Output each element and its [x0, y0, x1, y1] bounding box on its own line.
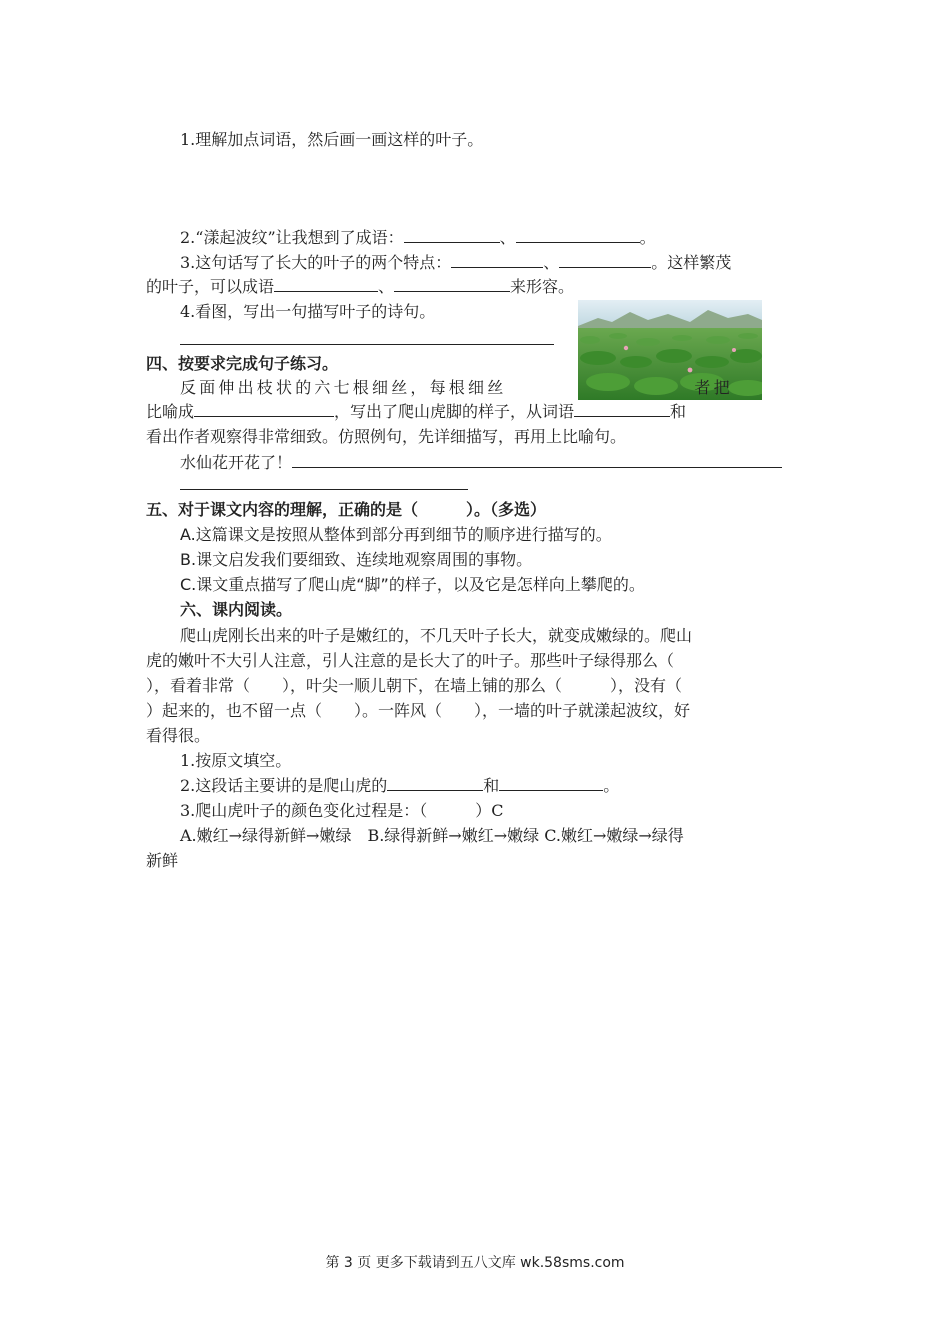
section-4-line-1 — [180, 376, 840, 400]
separator: 、 — [378, 277, 395, 296]
question-text: 和 — [483, 776, 500, 795]
question-2-text: 2.“漾起波纹”让我想到了成语： — [180, 228, 404, 247]
reading-line-4: ）起来的，也不留一点（ ）。一阵风（ ），一墙的叶子就漾起波纹，好 — [146, 701, 691, 720]
answer-blank[interactable] — [292, 451, 782, 468]
reading-question-1: 1.按原文填空。 — [180, 751, 292, 770]
reading-line-5: 看得很。 — [146, 726, 211, 745]
answer-blank[interactable] — [574, 400, 670, 417]
question-1: 1.理解加点词语，然后画一画这样的叶子。 — [180, 130, 484, 149]
reading-options: A.嫩红→绿得新鲜→嫩绿 B.绿得新鲜→嫩红→嫩绿 C.嫩红→嫩绿→绿得 — [180, 826, 684, 845]
question-3-text-tail: 。这样繁茂 — [651, 253, 732, 272]
reading-line-2: 虎的嫩叶不大引人注意，引人注意的是长大了的叶子。那些叶子绿得那么（ — [146, 651, 675, 670]
answer-blank[interactable] — [559, 251, 651, 268]
page-footer: 第 3 页 更多下载请到五八文库 wk.58sms.com — [325, 1255, 625, 1271]
answer-blank[interactable] — [274, 275, 378, 292]
question-text: 2.这段话主要讲的是爬山虎的 — [180, 776, 388, 795]
answer-line[interactable] — [180, 344, 554, 345]
sentence-text: 反面伸出枝状的六七根细丝，每根细丝 — [180, 378, 507, 397]
reading-line-3: ），看着非常（ ），叶尖一顺儿朝下，在墙上铺的那么（ ），没有（ — [146, 676, 683, 695]
option-c: C.课文重点描写了爬山虎“脚”的样子，以及它是怎样向上攀爬的。 — [180, 575, 645, 594]
answer-blank[interactable] — [404, 226, 500, 243]
answer-blank[interactable] — [394, 275, 510, 292]
question-4: 4.看图，写出一句描写叶子的诗句。 — [180, 302, 436, 321]
answer-blank[interactable] — [451, 251, 543, 268]
section-4-heading: 四、按要求完成句子练习。 — [146, 354, 339, 373]
section-5-heading: 五、对于课文内容的理解，正确的是（ ）。（多选） — [146, 500, 547, 519]
question-2 — [180, 226, 840, 250]
section-4-line-2 — [146, 400, 806, 424]
period: 。 — [639, 228, 656, 247]
section-6-heading: 六、课内阅读。 — [180, 600, 293, 619]
answer-blank[interactable] — [499, 774, 603, 791]
reading-question-2 — [180, 774, 840, 798]
sentence-text: ，写出了爬山虎脚的样子，从词语 — [334, 402, 575, 421]
reading-line-1: 爬山虎刚长出来的叶子是嫩红的，不几天叶子长大，就变成嫩绿的。爬山 — [180, 626, 693, 645]
separator: 、 — [499, 228, 516, 247]
question-3-line-2 — [146, 275, 806, 299]
sentence-text: 比喻成 — [146, 402, 195, 421]
question-3-text: 3.这句话写了长大的叶子的两个特点： — [180, 253, 452, 272]
answer-blank[interactable] — [194, 400, 334, 417]
reading-options-cont: 新鲜 — [146, 851, 179, 870]
answer-line[interactable] — [180, 489, 468, 490]
sentence-text: 和 — [670, 402, 687, 421]
separator: 、 — [543, 253, 560, 272]
question-3-line-1 — [180, 251, 840, 275]
question-3-text-tail: 来形容。 — [510, 277, 575, 296]
answer-blank[interactable] — [387, 774, 483, 791]
sentence-text-tail: 者把 — [694, 378, 733, 397]
answer-blank[interactable] — [516, 226, 640, 243]
sentence-prompt: 水仙花开花了！ — [180, 453, 293, 472]
period: 。 — [603, 776, 620, 795]
option-a: A.这篇课文是按照从整体到部分再到细节的顺序进行描写的。 — [180, 525, 612, 544]
section-4-line-4 — [180, 451, 840, 475]
section-4-line-3: 看出作者观察得非常细致。仿照例句，先详细描写，再用上比喻句。 — [146, 427, 627, 446]
reading-question-3: 3.爬山虎叶子的颜色变化过程是：（ ）C — [180, 801, 504, 820]
option-b: B.课文启发我们要细致、连续地观察周围的事物。 — [180, 550, 533, 569]
question-3-text: 的叶子，可以成语 — [146, 277, 275, 296]
